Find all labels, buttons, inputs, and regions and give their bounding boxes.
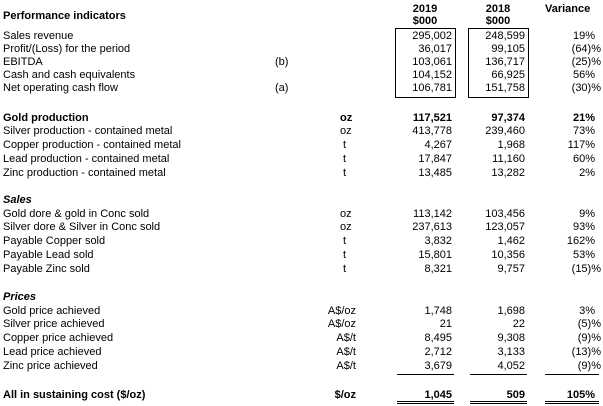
row-value-2018: 1,462 bbox=[497, 235, 525, 247]
row-variance: (9)% bbox=[577, 360, 601, 372]
prices-heading: Prices bbox=[3, 291, 37, 303]
row-value-2019: 106,781 bbox=[412, 82, 452, 94]
row-value-2018: 22 bbox=[512, 318, 525, 330]
row-value-2018: 13,282 bbox=[491, 167, 525, 179]
row-value-2018: 103,456 bbox=[485, 208, 525, 220]
row-value-2019: 17,847 bbox=[418, 153, 452, 165]
row-value-2018: 9,757 bbox=[497, 263, 525, 275]
row-unit: A$/t bbox=[336, 332, 356, 344]
row-unit: t bbox=[343, 167, 347, 179]
row-value-2019: 113,142 bbox=[413, 208, 452, 220]
row-variance: 56% bbox=[572, 69, 595, 81]
row-variance: 3% bbox=[579, 305, 595, 317]
row-value-2019: 8,495 bbox=[424, 332, 452, 344]
row-unit: t bbox=[343, 153, 347, 165]
row-value-2019: 117,521 bbox=[412, 112, 452, 124]
aisc-unit: $/oz bbox=[334, 389, 356, 401]
row-note: (b) bbox=[275, 56, 289, 68]
row-value-2018: 136,717 bbox=[485, 56, 525, 68]
row-variance: (5)% bbox=[577, 318, 601, 330]
row-value-2018: 239,460 bbox=[485, 125, 525, 137]
row-variance: 2% bbox=[579, 167, 595, 179]
row-unit: A$/t bbox=[336, 346, 356, 358]
row-label: Cash and cash equivalents bbox=[3, 69, 136, 81]
row-value-2018: 248,599 bbox=[485, 30, 525, 42]
row-value-2019: 1,748 bbox=[424, 305, 452, 317]
double-underline-2018 bbox=[470, 401, 527, 404]
row-value-2018: 3,133 bbox=[497, 346, 525, 358]
aisc-value-2018: 509 bbox=[506, 389, 525, 401]
underline-2019 bbox=[397, 374, 454, 375]
row-variance: 93% bbox=[572, 221, 595, 233]
row-label: Payable Zinc sold bbox=[3, 263, 90, 275]
row-label: Sales revenue bbox=[3, 30, 74, 42]
row-variance: 162% bbox=[566, 235, 595, 247]
row-label: Silver production - contained metal bbox=[3, 125, 173, 137]
table-title: Performance indicators bbox=[3, 10, 126, 22]
year-2019-header: 2019 bbox=[412, 3, 438, 15]
row-variance: (30)% bbox=[571, 82, 601, 94]
row-label: Zinc production - contained metal bbox=[3, 167, 166, 179]
row-variance: (25)% bbox=[571, 56, 601, 68]
row-value-2018: 1,698 bbox=[497, 305, 525, 317]
unit-2019-header: $000 bbox=[412, 15, 438, 27]
row-variance: (64)% bbox=[571, 43, 601, 55]
row-value-2018: 66,925 bbox=[491, 69, 525, 81]
row-value-2019: 237,613 bbox=[412, 221, 452, 233]
row-value-2019: 3,832 bbox=[424, 235, 452, 247]
row-unit: A$/oz bbox=[327, 318, 356, 330]
row-unit: oz bbox=[340, 112, 353, 124]
row-value-2018: 97,374 bbox=[491, 112, 525, 124]
row-value-2019: 413,778 bbox=[412, 125, 452, 137]
underline-2018 bbox=[470, 374, 527, 375]
row-value-2018: 1,968 bbox=[497, 139, 525, 151]
aisc-value-2019: 1,045 bbox=[424, 389, 452, 401]
row-label: Lead production - contained metal bbox=[3, 153, 170, 165]
row-unit: t bbox=[343, 249, 347, 261]
row-variance: 19% bbox=[572, 30, 595, 42]
row-note: (a) bbox=[275, 82, 289, 94]
row-value-2018: 10,356 bbox=[491, 249, 525, 261]
variance-header: Variance bbox=[545, 3, 591, 15]
row-unit: t bbox=[343, 235, 347, 247]
row-unit: oz bbox=[340, 221, 352, 233]
row-variance: 9% bbox=[579, 208, 595, 220]
row-label: Silver price achieved bbox=[3, 318, 105, 330]
row-variance: 21% bbox=[572, 112, 595, 124]
row-value-2019: 4,267 bbox=[424, 139, 452, 151]
underline-variance bbox=[545, 374, 599, 375]
row-label: Gold dore & gold in Conc sold bbox=[3, 208, 150, 220]
row-label: Silver dore & Silver in Conc sold bbox=[3, 221, 161, 233]
row-unit: A$/t bbox=[336, 360, 356, 372]
sales-heading: Sales bbox=[3, 194, 32, 206]
row-unit: oz bbox=[340, 125, 352, 137]
row-label: Profit/(Loss) for the period bbox=[3, 43, 131, 55]
row-label: Zinc price achieved bbox=[3, 360, 98, 372]
double-underline-2019 bbox=[397, 401, 454, 404]
row-variance: (15)% bbox=[571, 263, 601, 275]
year-2018-header: 2018 bbox=[485, 3, 511, 15]
aisc-variance: 105% bbox=[566, 389, 595, 401]
row-label: Net operating cash flow bbox=[3, 82, 118, 94]
row-variance: 60% bbox=[572, 153, 595, 165]
row-value-2019: 13,485 bbox=[418, 167, 452, 179]
row-label: Gold price achieved bbox=[3, 305, 101, 317]
unit-2018-header: $000 bbox=[485, 15, 511, 27]
row-label: Gold production bbox=[3, 112, 89, 124]
row-value-2019: 104,152 bbox=[412, 69, 452, 81]
row-value-2018: 9,308 bbox=[497, 332, 525, 344]
row-unit: t bbox=[343, 263, 347, 275]
row-value-2018: 123,057 bbox=[485, 221, 525, 233]
row-variance: 53% bbox=[572, 249, 595, 261]
row-value-2019: 36,017 bbox=[418, 43, 452, 55]
row-label: Lead price achieved bbox=[3, 346, 102, 358]
row-value-2018: 151,758 bbox=[485, 82, 525, 94]
row-value-2019: 2,712 bbox=[424, 346, 452, 358]
row-variance: (9)% bbox=[577, 332, 601, 344]
row-value-2019: 103,061 bbox=[412, 56, 452, 68]
row-value-2018: 11,160 bbox=[492, 153, 525, 165]
row-label: Copper price achieved bbox=[3, 332, 114, 344]
row-label: Copper production - contained metal bbox=[3, 139, 181, 151]
row-value-2019: 21 bbox=[439, 318, 452, 330]
double-underline-variance bbox=[545, 401, 599, 404]
row-value-2018: 4,052 bbox=[497, 360, 525, 372]
row-value-2019: 15,801 bbox=[418, 249, 452, 261]
row-unit: A$/oz bbox=[327, 305, 356, 317]
row-unit: oz bbox=[340, 208, 352, 220]
row-value-2018: 99,105 bbox=[491, 43, 525, 55]
row-value-2019: 8,321 bbox=[424, 263, 452, 275]
row-value-2019: 3,679 bbox=[424, 360, 452, 372]
aisc-label: All in sustaining cost ($/oz) bbox=[3, 389, 146, 401]
row-variance: 73% bbox=[572, 125, 595, 137]
row-value-2019: 295,002 bbox=[412, 30, 452, 42]
row-unit: t bbox=[343, 139, 347, 151]
row-label: EBITDA bbox=[3, 56, 43, 68]
row-label: Payable Lead sold bbox=[3, 249, 94, 261]
row-variance: (13)% bbox=[571, 346, 601, 358]
row-variance: 117% bbox=[567, 139, 595, 151]
row-label: Payable Copper sold bbox=[3, 235, 106, 247]
